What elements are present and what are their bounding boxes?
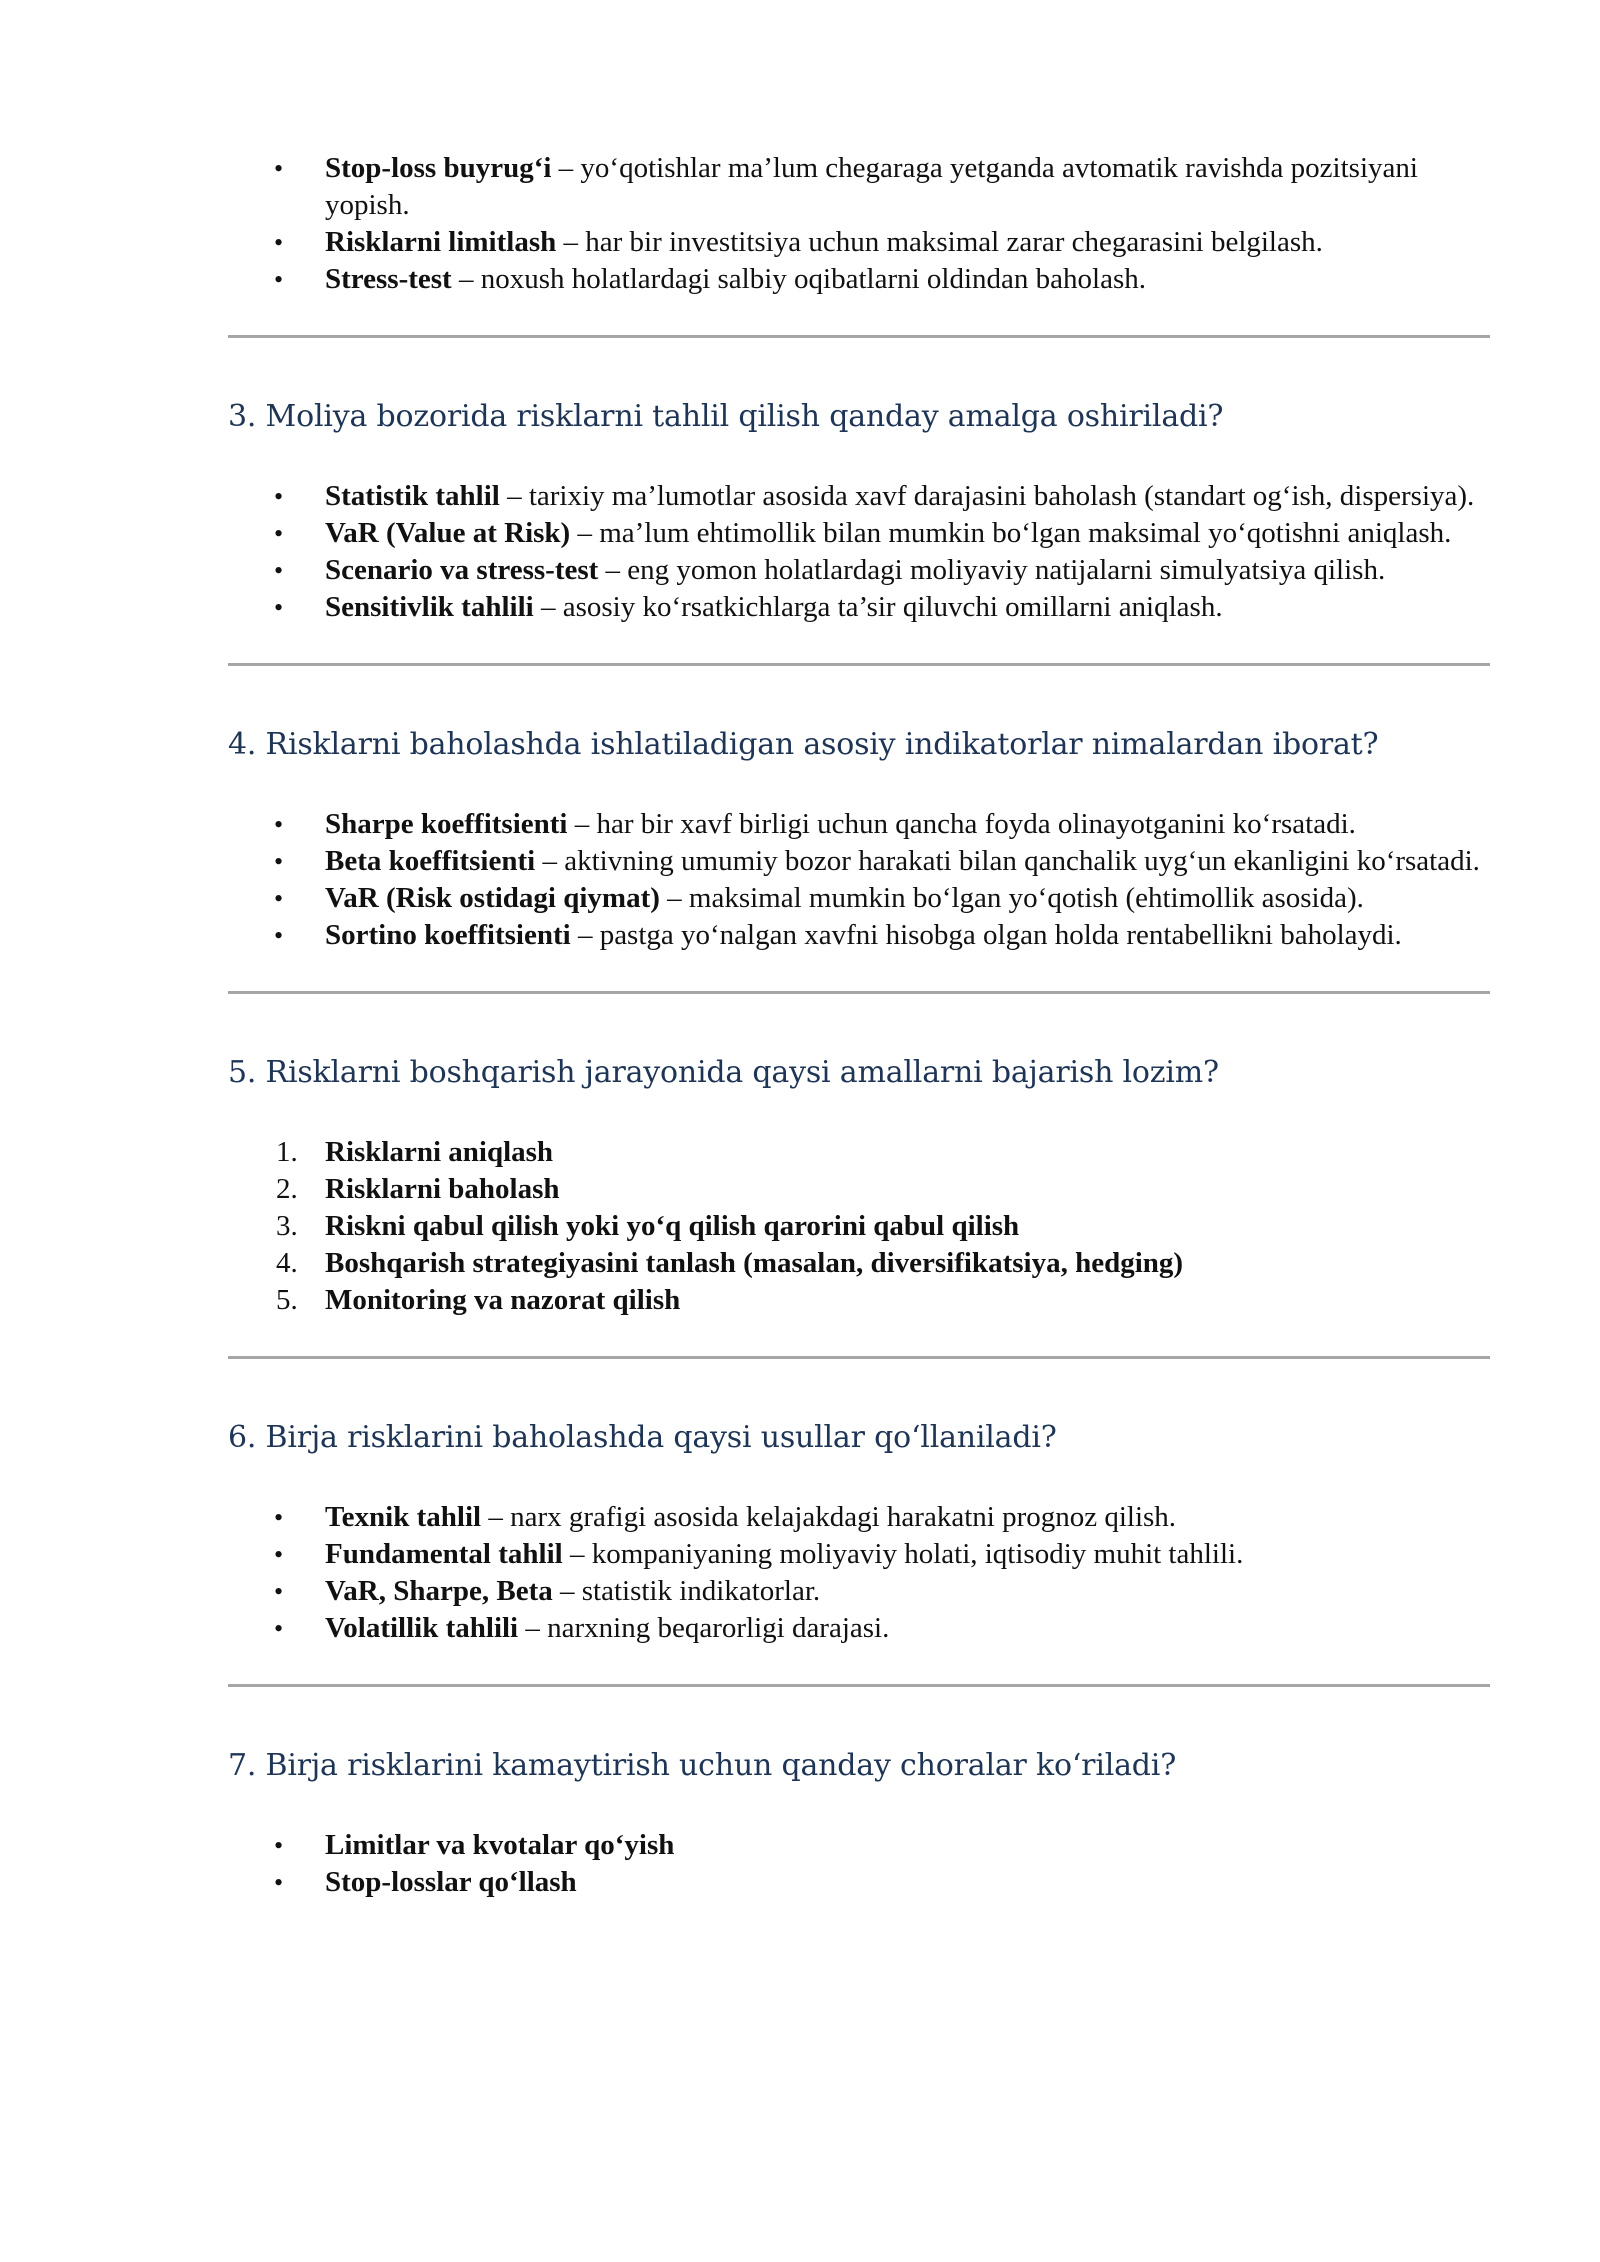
section-divider [228, 1684, 1490, 1687]
item-term: Fundamental tahlil [325, 1538, 563, 1570]
bullet: • [274, 228, 284, 257]
item-number: 1. [276, 1136, 298, 1168]
item-term: Stress-test [325, 263, 452, 295]
list-item [228, 1610, 1490, 1647]
list-item [228, 1134, 1490, 1171]
item-term: Sharpe koeffitsienti [325, 808, 568, 840]
item-term: Limitlar va kvotalar qo‘yish [325, 1829, 675, 1861]
section-divider [228, 335, 1490, 338]
list-item [228, 1864, 1490, 1901]
item-term: Volatillik tahlili [325, 1612, 519, 1644]
bullet: • [274, 556, 284, 585]
section-divider [228, 663, 1490, 666]
item-term: Risklarni aniqlash [325, 1136, 554, 1168]
bullet: • [274, 847, 284, 876]
item-term: Scenario va stress-test [325, 554, 599, 586]
list-item [228, 1573, 1490, 1610]
item-desc: – maksimal mumkin bo‘lgan yo‘qotish (ehtimollik asosida). [659, 882, 1364, 914]
section-2-list [228, 150, 1490, 298]
item-term: VaR (Value at Risk) [325, 517, 571, 549]
list-item [228, 806, 1490, 843]
item-desc: – aktivning umumiy bozor harakati bilan qanchalik uyg‘un ekanligini ko‘rsatadi. [535, 845, 1480, 877]
bullet: • [274, 1540, 284, 1569]
item-term: Statistik tahlil [325, 480, 500, 512]
section-6-list [228, 1499, 1490, 1647]
list-item [228, 843, 1490, 880]
item-desc: – pastga yo‘nalgan xavfni hisobga olgan holda rentabellikni baholaydi. [570, 919, 1402, 951]
item-term: Stop-loss buyrug‘i [325, 152, 552, 184]
item-desc: – eng yomon holatlardagi moliyaviy natijalarni simulyatsiya qilish. [598, 554, 1386, 586]
item-desc: – tarixiy ma’lumotlar asosida xavf darajasini baholash (standart og‘ish, dispersiya). [499, 480, 1475, 512]
item-desc: – ma’lum ehtimollik bilan mumkin bo‘lgan maksimal yo‘qotishni aniqlash. [570, 517, 1452, 549]
bullet: • [274, 482, 284, 511]
item-term: Beta koeffitsienti [325, 845, 536, 877]
bullet: • [274, 1614, 284, 1643]
list-item [228, 880, 1490, 917]
section-3-heading: 3. Moliya bozorida risklarni tahlil qilish qanday amalga oshiriladi? [228, 399, 1224, 434]
section-4-list [228, 806, 1490, 954]
item-term: Boshqarish strategiyasini tanlash (masalan, diversifikatsiya, hedging) [325, 1247, 1184, 1279]
bullet: • [274, 1577, 284, 1606]
item-term: Sensitivlik tahlili [325, 591, 534, 623]
list-item [228, 478, 1490, 515]
list-item [228, 589, 1490, 626]
item-desc: – narxning beqarorligi darajasi. [518, 1612, 890, 1644]
list-item [228, 1171, 1490, 1208]
item-term: Risklarni baholash [325, 1173, 560, 1205]
document-page [228, 150, 1490, 1901]
item-term: Risklarni limitlash [325, 226, 557, 258]
item-desc: – har bir investitsiya uchun maksimal zarar chegarasini belgilash. [556, 226, 1323, 258]
item-desc: – asosiy ko‘rsatkichlarga ta’sir qiluvchi omillarni aniqlash. [533, 591, 1223, 623]
item-term: Riskni qabul qilish yoki yo‘q qilish qarorini qabul qilish [325, 1210, 1020, 1242]
section-7-list [228, 1827, 1490, 1901]
list-item [228, 1208, 1490, 1245]
list-item [228, 150, 1490, 224]
bullet: • [274, 884, 284, 913]
item-term: Stop-losslar qo‘llash [325, 1866, 577, 1898]
list-item [228, 515, 1490, 552]
section-5-list [228, 1134, 1490, 1319]
bullet: • [274, 1831, 284, 1860]
list-item [228, 1536, 1490, 1573]
list-item [228, 552, 1490, 589]
item-desc: – statistik indikatorlar. [552, 1575, 821, 1607]
item-term: VaR (Risk ostidagi qiymat) [325, 882, 660, 914]
section-5-heading: 5. Risklarni boshqarish jarayonida qaysi amallarni bajarish lozim? [228, 1055, 1219, 1090]
item-number: 5. [276, 1284, 298, 1316]
item-term: Monitoring va nazorat qilish [325, 1284, 681, 1316]
item-desc: – kompaniyaning moliyaviy holati, iqtisodiy muhit tahlili. [562, 1538, 1244, 1570]
bullet: • [274, 265, 284, 294]
bullet: • [274, 154, 284, 183]
bullet: • [274, 921, 284, 950]
section-divider [228, 1356, 1490, 1359]
item-desc: – narx grafigi asosida kelajakdagi harakatni prognoz qilish. [481, 1501, 1177, 1533]
section-3-list [228, 478, 1490, 626]
item-number: 2. [276, 1173, 298, 1205]
list-item [228, 261, 1490, 298]
item-desc: – yo‘qotishlar ma’lum chegaraga yetganda avtomatik ravishda pozitsiyani yopish. [325, 152, 1418, 221]
list-item [228, 1282, 1490, 1319]
list-item [228, 1245, 1490, 1282]
section-divider [228, 991, 1490, 994]
bullet: • [274, 519, 284, 548]
section-6-heading: 6. Birja risklarini baholashda qaysi usullar qo‘llaniladi? [228, 1420, 1057, 1455]
list-item [228, 224, 1490, 261]
item-desc: – noxush holatlardagi salbiy oqibatlarni oldindan baholash. [451, 263, 1146, 295]
bullet: • [274, 1868, 284, 1897]
item-term: Texnik tahlil [325, 1501, 482, 1533]
item-term: Sortino koeffitsienti [325, 919, 571, 951]
bullet: • [274, 1503, 284, 1532]
section-4-heading: 4. Risklarni baholashda ishlatiladigan asosiy indikatorlar nimalardan iborat? [228, 727, 1379, 762]
item-number: 3. [276, 1210, 298, 1242]
item-number: 4. [276, 1247, 298, 1279]
section-7-heading: 7. Birja risklarini kamaytirish uchun qanday choralar ko‘riladi? [228, 1748, 1177, 1783]
list-item [228, 1827, 1490, 1864]
list-item [228, 1499, 1490, 1536]
bullet: • [274, 810, 284, 839]
item-term: VaR, Sharpe, Beta [325, 1575, 553, 1607]
bullet: • [274, 593, 284, 622]
list-item [228, 917, 1490, 954]
item-desc: – har bir xavf birligi uchun qancha foyda olinayotganini ko‘rsatadi. [567, 808, 1356, 840]
